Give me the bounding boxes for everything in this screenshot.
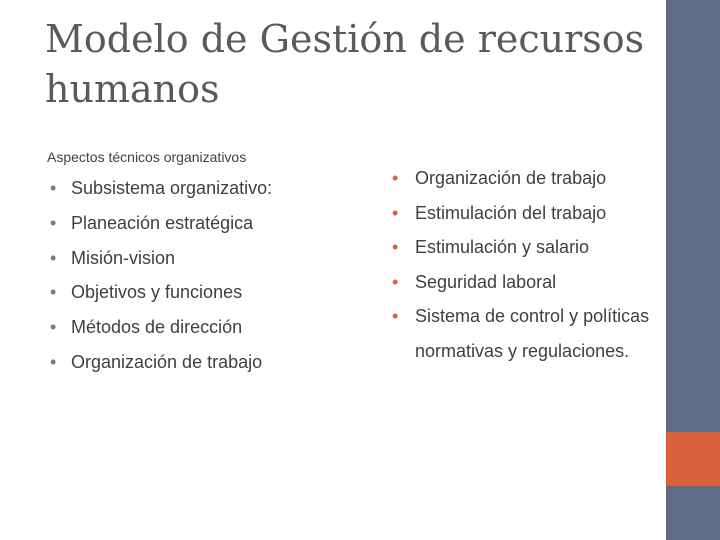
list-item bbox=[50, 310, 340, 345]
bullet-icon: • bbox=[50, 282, 57, 303]
list-item bbox=[50, 171, 340, 206]
bullet-icon: • bbox=[50, 212, 57, 233]
list-item-text: Sistema de control y políticas normativas y regulaciones. bbox=[415, 306, 650, 361]
list-item bbox=[391, 196, 651, 231]
left-bullet-list bbox=[50, 171, 340, 380]
bullet-icon: • bbox=[50, 317, 57, 338]
bullet-icon: • bbox=[392, 202, 399, 223]
list-item bbox=[50, 275, 340, 310]
list-item bbox=[391, 230, 651, 265]
bullet-icon: • bbox=[392, 168, 399, 188]
list-item-text: Métodos de dirección bbox=[71, 317, 243, 338]
bullet-icon: • bbox=[50, 351, 57, 372]
list-item-text: Organización de trabajo bbox=[415, 168, 607, 188]
slide-subheading: Aspectos técnicos organizativos bbox=[47, 149, 247, 165]
right-bullet-list bbox=[391, 161, 651, 369]
list-item bbox=[391, 265, 651, 300]
slide-title: Modelo de Gestión de recursos humanos bbox=[45, 17, 645, 111]
list-item bbox=[50, 345, 340, 380]
list-item-text: Estimulación del trabajo bbox=[415, 202, 607, 223]
list-item-text: Planeación estratégica bbox=[71, 212, 254, 233]
list-item bbox=[50, 206, 340, 241]
list-item-text: Seguridad laboral bbox=[415, 271, 557, 292]
bullet-icon: • bbox=[50, 178, 57, 198]
list-item bbox=[391, 299, 651, 368]
list-item bbox=[50, 241, 340, 276]
bullet-icon: • bbox=[392, 237, 399, 258]
bullet-icon: • bbox=[392, 271, 399, 292]
bullet-icon: • bbox=[392, 306, 399, 327]
bullet-icon: • bbox=[50, 247, 57, 268]
list-item-text: Objetivos y funciones bbox=[71, 282, 243, 303]
list-item-text: Misión-vision bbox=[71, 247, 176, 268]
list-item-text: Subsistema organizativo: bbox=[71, 178, 273, 198]
list-item bbox=[391, 161, 651, 196]
side-accent-block bbox=[666, 432, 720, 486]
list-item-text: Estimulación y salario bbox=[415, 237, 590, 258]
list-item-text: Organización de trabajo bbox=[71, 351, 263, 372]
